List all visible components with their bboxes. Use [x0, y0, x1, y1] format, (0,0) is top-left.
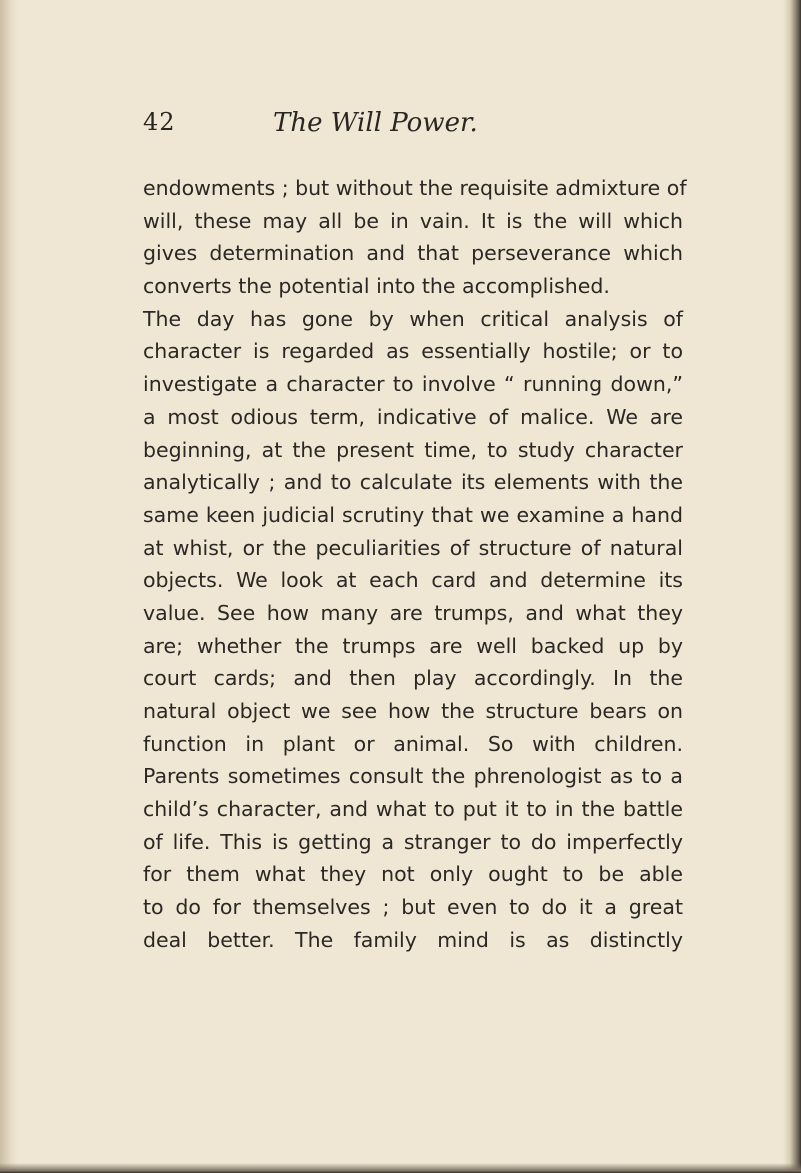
text-line: child’s character, and what to put it to in the battle: [143, 797, 683, 822]
text-line: function in plant or animal. So with children.: [143, 731, 683, 756]
text-line: The day has gone by when critical analysis of: [143, 306, 683, 331]
text-line: a most odious term, indicative of malice. We are: [143, 404, 683, 429]
text-line: Parents sometimes consult the phrenologist as to a: [143, 764, 683, 789]
text-line: at whist, or the peculiarities of structure of natural: [143, 535, 683, 560]
page-gutter-shadow: [0, 0, 18, 1173]
text-line: beginning, at the present time, to study character: [143, 437, 683, 462]
text-line: character is regarded as essentially hostile; or to: [143, 339, 683, 364]
text-line: gives determination and that perseverance which: [143, 241, 683, 266]
text-line: court cards; and then play accordingly. In the: [143, 666, 683, 691]
text-line: of life. This is getting a stranger to do imperfectly: [143, 829, 683, 854]
page-right-edge: [783, 0, 801, 1173]
text-line: converts the potential into the accomplished.: [143, 274, 610, 299]
text-line: analytically ; and to calculate its elements with the: [143, 470, 683, 495]
book-title: The Will Power.: [273, 108, 478, 138]
text-line: same keen judicial scrutiny that we examine a hand: [143, 502, 683, 527]
page-bottom-edge: [0, 1163, 801, 1173]
running-head: [143, 108, 703, 148]
body-text: [143, 172, 687, 957]
text-line: for them what they not only ought to be able: [143, 862, 683, 887]
text-line: investigate a character to involve “ running down,”: [143, 372, 683, 397]
text-line: are; whether the trumps are well backed up by: [143, 633, 683, 658]
text-line: natural object we see how the structure bears on: [143, 699, 683, 723]
text-line: to do for themselves ; but even to do it a great: [143, 895, 683, 920]
text-line: objects. We look at each card and determine its: [143, 568, 683, 593]
page-number: 42: [143, 108, 176, 136]
text-line: endowments ; but without the requisite admixture of: [143, 176, 687, 200]
text-line: will, these may all be in vain. It is the will which: [143, 208, 683, 233]
text-line: deal better. The family mind is as distinctly: [143, 927, 683, 952]
text-line: value. See how many are trumps, and what they: [143, 600, 683, 625]
